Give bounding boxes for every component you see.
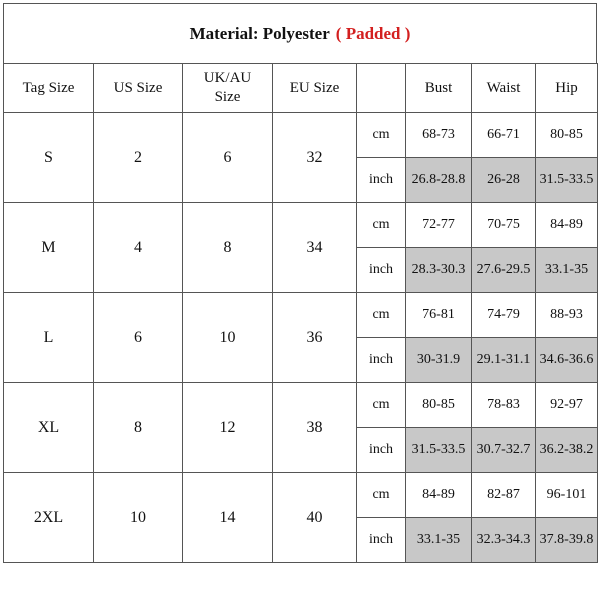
header-waist: Waist xyxy=(472,64,536,113)
waist-cm-cell: 74-79 xyxy=(472,293,536,338)
ukau-size-cell: 12 xyxy=(183,383,273,473)
hip-cm-cell: 88-93 xyxy=(536,293,598,338)
unit-cm-label: cm xyxy=(357,113,406,158)
bust-inch-cell: 26.8-28.8 xyxy=(406,158,472,203)
header-ukau-size xyxy=(183,64,273,113)
header-tag-size: Tag Size xyxy=(4,64,94,113)
header-us-size: US Size xyxy=(94,64,183,113)
header-ukau-line2: Size xyxy=(214,89,241,105)
header-ukau-line1: UK/AU xyxy=(203,70,252,86)
unit-inch-label: inch xyxy=(357,158,406,203)
waist-inch-cell: 26-28 xyxy=(472,158,536,203)
bust-inch-cell: 28.3-30.3 xyxy=(406,248,472,293)
us-size-cell: 4 xyxy=(94,203,183,293)
header-bust: Bust xyxy=(406,64,472,113)
us-size-cell: 8 xyxy=(94,383,183,473)
bust-cm-cell: 72-77 xyxy=(406,203,472,248)
hip-inch-cell: 33.1-35 xyxy=(536,248,598,293)
hip-cm-cell: 80-85 xyxy=(536,113,598,158)
size-row-cm xyxy=(4,203,598,248)
unit-inch-label: inch xyxy=(357,518,406,563)
hip-cm-cell: 92-97 xyxy=(536,383,598,428)
us-size-cell: 6 xyxy=(94,293,183,383)
hip-inch-cell: 31.5-33.5 xyxy=(536,158,598,203)
tag-size-cell: S xyxy=(4,113,94,203)
header-row xyxy=(4,64,598,113)
ukau-size-cell: 6 xyxy=(183,113,273,203)
eu-size-cell: 38 xyxy=(273,383,357,473)
unit-inch-label: inch xyxy=(357,428,406,473)
us-size-cell: 10 xyxy=(94,473,183,563)
waist-inch-cell: 30.7-32.7 xyxy=(472,428,536,473)
bust-inch-cell: 33.1-35 xyxy=(406,518,472,563)
size-row-cm xyxy=(4,473,598,518)
hip-cm-cell: 96-101 xyxy=(536,473,598,518)
bust-cm-cell: 68-73 xyxy=(406,113,472,158)
size-row-cm xyxy=(4,383,598,428)
size-row-cm xyxy=(4,113,598,158)
bust-cm-cell: 84-89 xyxy=(406,473,472,518)
size-table-body xyxy=(4,113,598,563)
ukau-size-cell: 10 xyxy=(183,293,273,383)
waist-cm-cell: 70-75 xyxy=(472,203,536,248)
eu-size-cell: 36 xyxy=(273,293,357,383)
waist-cm-cell: 78-83 xyxy=(472,383,536,428)
unit-cm-label: cm xyxy=(357,293,406,338)
ukau-size-cell: 14 xyxy=(183,473,273,563)
waist-cm-cell: 82-87 xyxy=(472,473,536,518)
ukau-size-cell: 8 xyxy=(183,203,273,293)
waist-inch-cell: 32.3-34.3 xyxy=(472,518,536,563)
unit-cm-label: cm xyxy=(357,473,406,518)
eu-size-cell: 32 xyxy=(273,113,357,203)
tag-size-cell: XL xyxy=(4,383,94,473)
us-size-cell: 2 xyxy=(94,113,183,203)
title-text: Material: Polyester xyxy=(189,23,330,43)
tag-size-cell: M xyxy=(4,203,94,293)
tag-size-cell: 2XL xyxy=(4,473,94,563)
waist-inch-cell: 27.6-29.5 xyxy=(472,248,536,293)
chart-title xyxy=(3,3,597,64)
size-row-cm xyxy=(4,293,598,338)
tag-size-cell: L xyxy=(4,293,94,383)
unit-inch-label: inch xyxy=(357,248,406,293)
header-eu-size: EU Size xyxy=(273,64,357,113)
unit-cm-label: cm xyxy=(357,383,406,428)
hip-inch-cell: 36.2-38.2 xyxy=(536,428,598,473)
hip-inch-cell: 37.8-39.8 xyxy=(536,518,598,563)
bust-inch-cell: 30-31.9 xyxy=(406,338,472,383)
eu-size-cell: 40 xyxy=(273,473,357,563)
bust-cm-cell: 76-81 xyxy=(406,293,472,338)
title-padded-note: ( Padded ) xyxy=(335,23,411,43)
waist-inch-cell: 29.1-31.1 xyxy=(472,338,536,383)
size-chart xyxy=(3,3,597,597)
header-hip: Hip xyxy=(536,64,598,113)
unit-cm-label: cm xyxy=(357,203,406,248)
header-unit xyxy=(357,64,406,113)
eu-size-cell: 34 xyxy=(273,203,357,293)
bust-cm-cell: 80-85 xyxy=(406,383,472,428)
unit-inch-label: inch xyxy=(357,338,406,383)
hip-inch-cell: 34.6-36.6 xyxy=(536,338,598,383)
waist-cm-cell: 66-71 xyxy=(472,113,536,158)
size-table xyxy=(3,63,598,563)
bust-inch-cell: 31.5-33.5 xyxy=(406,428,472,473)
hip-cm-cell: 84-89 xyxy=(536,203,598,248)
